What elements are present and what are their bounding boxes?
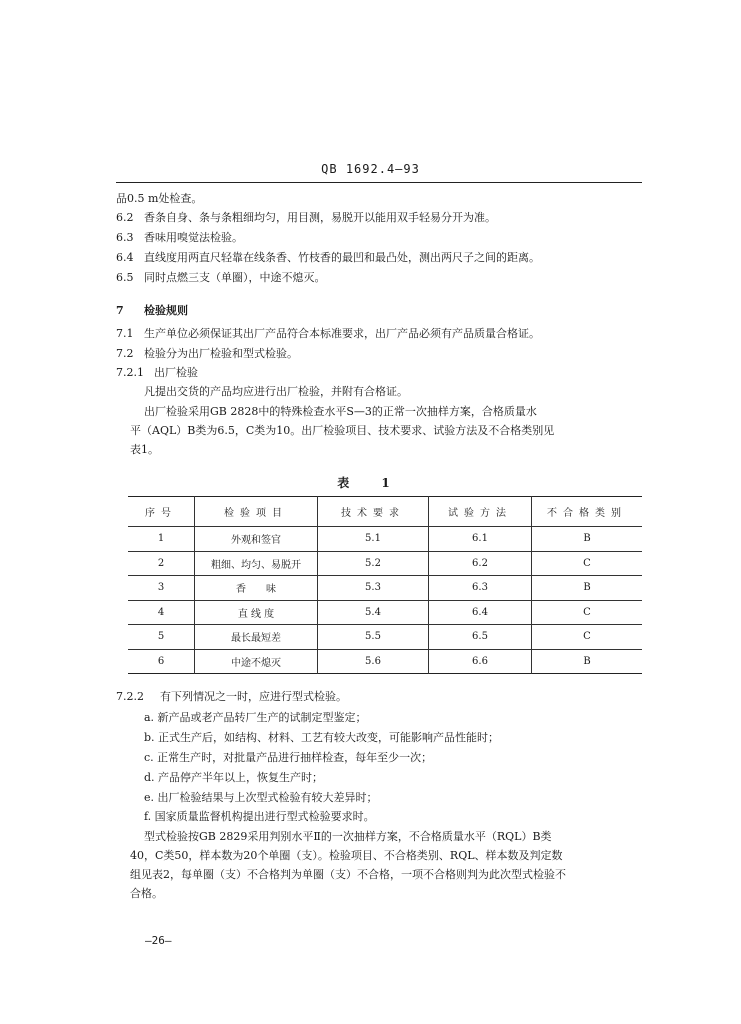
clause-number: 6.3 [116, 231, 134, 244]
table-cell: 2 [128, 551, 195, 576]
column-header: 试验方法 [429, 497, 532, 527]
section6-line-1 [116, 192, 202, 206]
clause-number: 6.2 [116, 211, 134, 224]
clause-text: 出厂检验 [154, 366, 198, 379]
table-cell: 粗细、均匀、易脱开 [195, 551, 318, 576]
section-title: 检验规则 [144, 304, 188, 317]
table-cell: 中途不熄灭 [195, 649, 318, 674]
table-cell: C [532, 551, 643, 576]
table-cell: 5 [128, 625, 195, 650]
table-cell: 5.5 [318, 625, 429, 650]
paragraph-line: 组见表2，每单圈（支）不合格判为单圈（支）不合格，一项不合格则判为此次型式检验不 [130, 868, 566, 881]
table-cell: 6.2 [429, 551, 532, 576]
inspection-table [128, 496, 642, 674]
section6-text-1: 品0.5 m处检查。 [116, 192, 203, 205]
clause-text: 直线度用两直尺轻靠在线条香、竹枝香的最凹和最凸处，测出两尺子之间的距离。 [144, 251, 540, 264]
section6-line-5 [116, 271, 326, 285]
section7-heading [116, 304, 188, 318]
clause-text: 香味用嗅觉法检验。 [144, 231, 243, 244]
paragraph-line: 40，C类50，样本数为20个单圈（支）。检验项目、不合格类别、RQL、样本数及判定数 [130, 849, 563, 862]
column-header: 技术要求 [318, 497, 429, 527]
header-rule [116, 182, 642, 183]
table-row [128, 625, 642, 650]
paragraph-line: 型式检验按GB 2829采用判别水平Ⅱ的一次抽样方案，不合格质量水平（RQL）B类 [144, 830, 552, 843]
clause-text: 香条自身、条与条粗细均匀，用目测，易脱开以能用双手轻易分开为准。 [144, 211, 496, 224]
paragraph-line: 平（AQL）B类为6.5，C类为10。出厂检验项目、技术要求、试验方法及不合格类别见 [130, 424, 555, 437]
table-cell: 直 线 度 [195, 600, 318, 625]
clause-7-2 [116, 347, 298, 361]
table-header-row [128, 497, 642, 527]
clause-text: 生产单位必须保证其出厂产品符合本标准要求，出厂产品必须有产品质量合格证。 [144, 327, 540, 340]
table-cell: C [532, 625, 643, 650]
table-cell: 6.6 [429, 649, 532, 674]
list-item: d. 产品停产半年以上，恢复生产时； [144, 771, 324, 784]
column-header: 检验项目 [195, 497, 318, 527]
table-cell: 1 [128, 527, 195, 552]
clause-number: 7.2 [116, 347, 134, 360]
table-cell: 4 [128, 600, 195, 625]
table-cell: B [532, 576, 643, 601]
list-item: a. 新产品或老产品转厂生产的试制定型鉴定； [144, 711, 367, 724]
table-row [128, 576, 642, 601]
section-number: 7 [116, 304, 124, 317]
clause-7-2-2 [116, 690, 347, 704]
table-cell: B [532, 649, 643, 674]
clause-text: 检验分为出厂检验和型式检验。 [144, 347, 298, 360]
clause-text: 同时点燃三支（单圈），中途不熄灭。 [144, 271, 326, 284]
clause-7-2-1 [116, 366, 198, 380]
section6-line-3 [116, 231, 243, 245]
list-item: e. 出厂检验结果与上次型式检验有较大差异时； [144, 791, 378, 804]
table-row [128, 551, 642, 576]
table-cell: 6.4 [429, 600, 532, 625]
table-title: 表 1 [337, 476, 404, 490]
table-cell: 5.4 [318, 600, 429, 625]
paragraph-line: 表1。 [130, 443, 159, 456]
table-cell: C [532, 600, 643, 625]
table-cell: 最长最短差 [195, 625, 318, 650]
clause-number: 7.1 [116, 327, 134, 340]
column-header: 不合格类别 [532, 497, 643, 527]
clause-number: 6.5 [116, 271, 134, 284]
table-cell: 5.1 [318, 527, 429, 552]
page-number: —26— [145, 934, 172, 947]
column-header: 序号 [128, 497, 195, 527]
table-cell: 3 [128, 576, 195, 601]
table-cell: 香 味 [195, 576, 318, 601]
table-cell: 6.1 [429, 527, 532, 552]
table-row [128, 527, 642, 552]
table-cell: 5.6 [318, 649, 429, 674]
table-cell: 6.5 [429, 625, 532, 650]
section6-line-2 [116, 211, 496, 225]
list-item: b. 正式生产后，如结构、材料、工艺有较大改变，可能影响产品性能时； [144, 731, 500, 744]
table-cell: 5.2 [318, 551, 429, 576]
clause-number: 6.4 [116, 251, 134, 264]
standard-code-header: QB 1692.4—93 [321, 162, 420, 176]
table-row [128, 649, 642, 674]
table-row [128, 600, 642, 625]
list-item: c. 正常生产时，对批量产品进行抽样检查，每年至少一次； [144, 751, 433, 764]
section6-line-4 [116, 251, 540, 265]
table-cell: 6 [128, 649, 195, 674]
paragraph-line: 出厂检验采用GB 2828中的特殊检查水平S—3的正常一次抽样方案，合格质量水 [144, 405, 537, 418]
table-cell: 6.3 [429, 576, 532, 601]
clause-text: 有下列情况之一时，应进行型式检验。 [160, 690, 347, 703]
paragraph-line: 凡提出交货的产品均应进行出厂检验，并附有合格证。 [144, 385, 408, 398]
list-item: f. 国家质量监督机构提出进行型式检验要求时。 [144, 810, 375, 823]
table-cell: 外观和签官 [195, 527, 318, 552]
table-cell: 5.3 [318, 576, 429, 601]
paragraph-line: 合格。 [130, 887, 163, 900]
clause-number: 7.2.2 [116, 690, 144, 703]
table-cell: B [532, 527, 643, 552]
clause-7-1 [116, 327, 540, 341]
clause-number: 7.2.1 [116, 366, 144, 379]
